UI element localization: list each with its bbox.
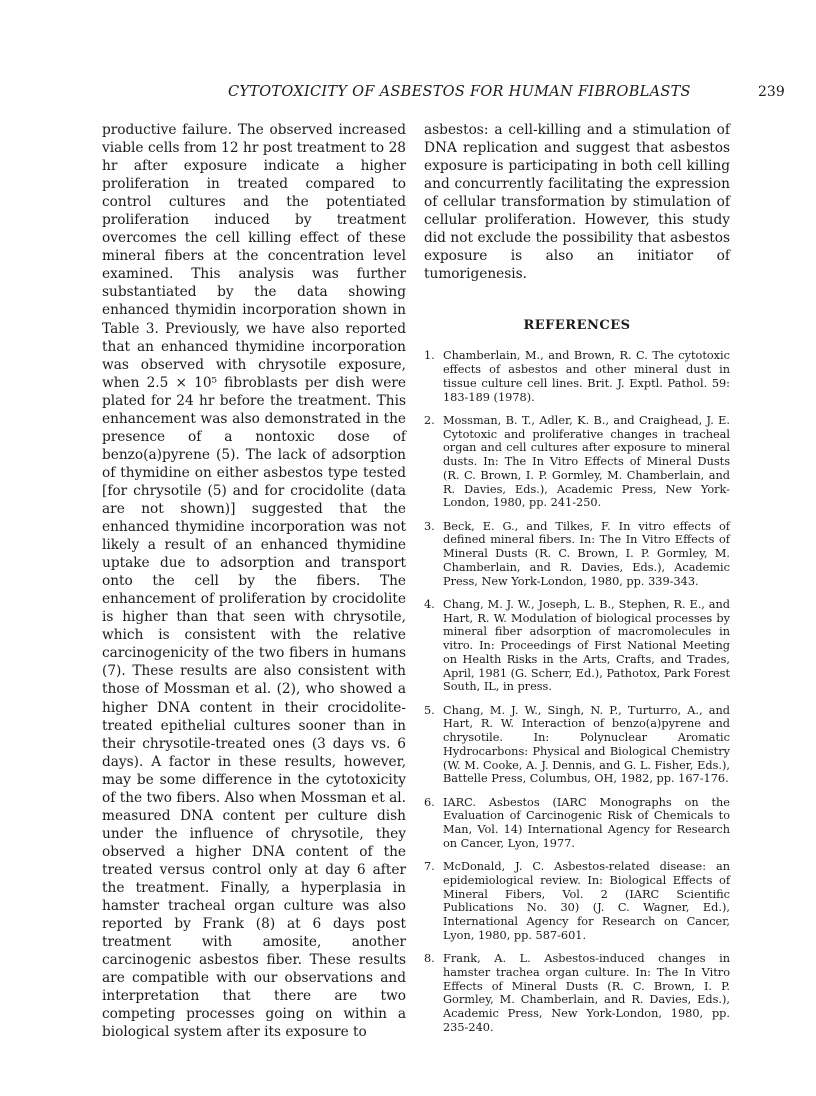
reference-item — [424, 414, 730, 510]
reference-item — [424, 796, 730, 851]
reference-item — [424, 952, 730, 1035]
reference-text: IARC. Asbestos (IARC Monographs on the Evaluation of Carcinogenic Risk of Chemicals to Man, Vol. 14) International Agency for Research on Cancer, Lyon, 1977. — [443, 795, 730, 850]
running-title: CYTOTOXICITY OF ASBESTOS FOR HUMAN FIBROBLASTS — [228, 84, 691, 100]
reference-item — [424, 704, 730, 787]
references-heading: REFERENCES — [523, 318, 631, 334]
reference-text: Chang, M. J. W., Singh, N. P., Turturro, A., and Hart, R. W. Interaction of benzo(a)pyrene and chrysotile. In: Polynuclear Aromatic Hydrocarbons: Physical and Biological Chemistry (W. M. Cooke, A. J. Dennis, and G. L. Fisher, Eds.), Battelle Press, Columbus, OH, 1982, pp. 167-176. — [443, 703, 730, 786]
body-paragraph: productive failure. The observed increased viable cells from 12 hr post treatment to 28 hr after exposure indicate a higher proliferation in treated compared to control cultures and the potentiated proliferation induced by treatment overcomes the cell killing effect of these mineral fibers at the concentration level examined. This analysis was further substantiated by the data showing enhanced thymidin incorporation shown in Table 3. Previously, we have also reported that an enhanced thymidine incorporation was observed with chrysotile exposure, when 2.5 × 10⁵ fibroblasts per dish were plated for 24 hr before the treatment. This enhancement was also demonstrated in the presence of a nontoxic dose of benzo(a)pyrene (5). The lack of adsorption of thymidine on either asbestos type tested [for chrysotile (5) and for crocidolite (data are not shown)] suggested that the enhanced thymidine incorporation was not likely a result of an enhanced thymidine uptake due to adsorption and transport onto the cell by the fibers. The enhancement of proliferation by crocidolite is higher than that seen with chrysotile, which is consistent with the relative carcinogenicity of the two fibers in humans (7). These results are also consistent with those of Mossman et al. (2), who showed a higher DNA content in their crocidolite-treated epithelial cultures sooner than in their chrysotile-treated ones (3 days vs. 6 days). A factor in these results, however, may be some difference in the cytotoxicity of the two fibers. Also when Mossman et al. measured DNA content per culture dish under the influence of chrysotile, they observed a higher DNA content of the treated versus control only at day 6 after the treatment. Finally, a hyperplasia in hamster tracheal organ culture was also reported by Frank (8) at 6 days post treatment with amosite, another carcinogenic asbestos fiber. These results are compatible with our observations and interpretation that there are two competing processes going on within a biological system after its exposure to — [102, 122, 406, 1041]
reference-item — [424, 520, 730, 589]
right-column — [424, 121, 730, 1044]
reference-item — [424, 349, 730, 404]
reference-item — [424, 860, 730, 943]
reference-text: Chang, M. J. W., Joseph, L. B., Stephen, R. E., and Hart, R. W. Modulation of biological processes by mineral fiber adsorption of macromolecules in vitro. In: Proceedings of First National Meeting on Health Risks in the Arts, Crafts, and Trades, April, 1981 (G. Scherr, Ed.), Pathotox, Park Forest South, IL, in press. — [443, 597, 730, 694]
reference-number: 4. — [424, 597, 435, 611]
reference-number: 8. — [424, 952, 435, 966]
reference-number: 5. — [424, 703, 435, 717]
left-column — [102, 121, 406, 1041]
reference-number: 1. — [424, 349, 435, 363]
reference-text: Mossman, B. T., Adler, K. B., and Craighead, J. E. Cytotoxic and proliferative changes in tracheal organ and cell cultures after exposure to mineral dusts. In: The In Vitro Effects of Mineral Dusts (R. C. Brown, I. P. Gormley, M. Chamberlain, and R. Davies, Eds.), Academic Press, New York-London, 1980, pp. 241-250. — [443, 413, 730, 510]
reference-number: 6. — [424, 795, 435, 809]
reference-item — [424, 598, 730, 694]
conclusion-paragraph: asbestos: a cell-killing and a stimulation of DNA replication and suggest that asbestos exposure is participating in both cell killing and concurrently facilitating the expression of cellular transformation by stimulation of cellular proliferation. However, this study did not exclude the possibility that asbestos exposure is also an initiator of tumorigenesis. — [424, 122, 730, 283]
page-number: 239 — [758, 84, 785, 100]
reference-text: Chamberlain, M., and Brown, R. C. The cytotoxic effects of asbestos and other mineral dust in tissue culture cell lines. Brit. J. Exptl. Pathol. 59: 183-189 (1978). — [443, 349, 730, 404]
reference-number: 2. — [424, 413, 435, 427]
references-list — [424, 349, 730, 1034]
reference-text: McDonald, J. C. Asbestos-related disease: an epidemiological review. In: Biological Effects of Mineral Fibers, Vol. 2 (IARC Scientific Publications No. 30) (J. C. Wagner, Ed.), International Agency for Research on Cancer, Lyon, 1980, pp. 587-601. — [443, 860, 730, 942]
page-header — [0, 84, 816, 104]
reference-text: Beck, E. G., and Tilkes, F. In vitro effects of defined mineral fibers. In: The In Vitro Effects of Mineral Dusts (R. C. Brown, I. P. Gormley, M. Chamberlain, and R. Davies, Eds.), Academic Press, New York-London, 1980, pp. 339-343. — [443, 519, 730, 588]
reference-text: Frank, A. L. Asbestos-induced changes in hamster trachea organ culture. In: The In Vitro Effects of Mineral Dusts (R. C. Brown, I. P. Gormley, M. Chamberlain, and R. Davies, Eds.), Academic Press, New York-London, 1980, pp. 235-240. — [443, 952, 730, 1034]
reference-number: 7. — [424, 860, 435, 874]
reference-number: 3. — [424, 519, 435, 533]
